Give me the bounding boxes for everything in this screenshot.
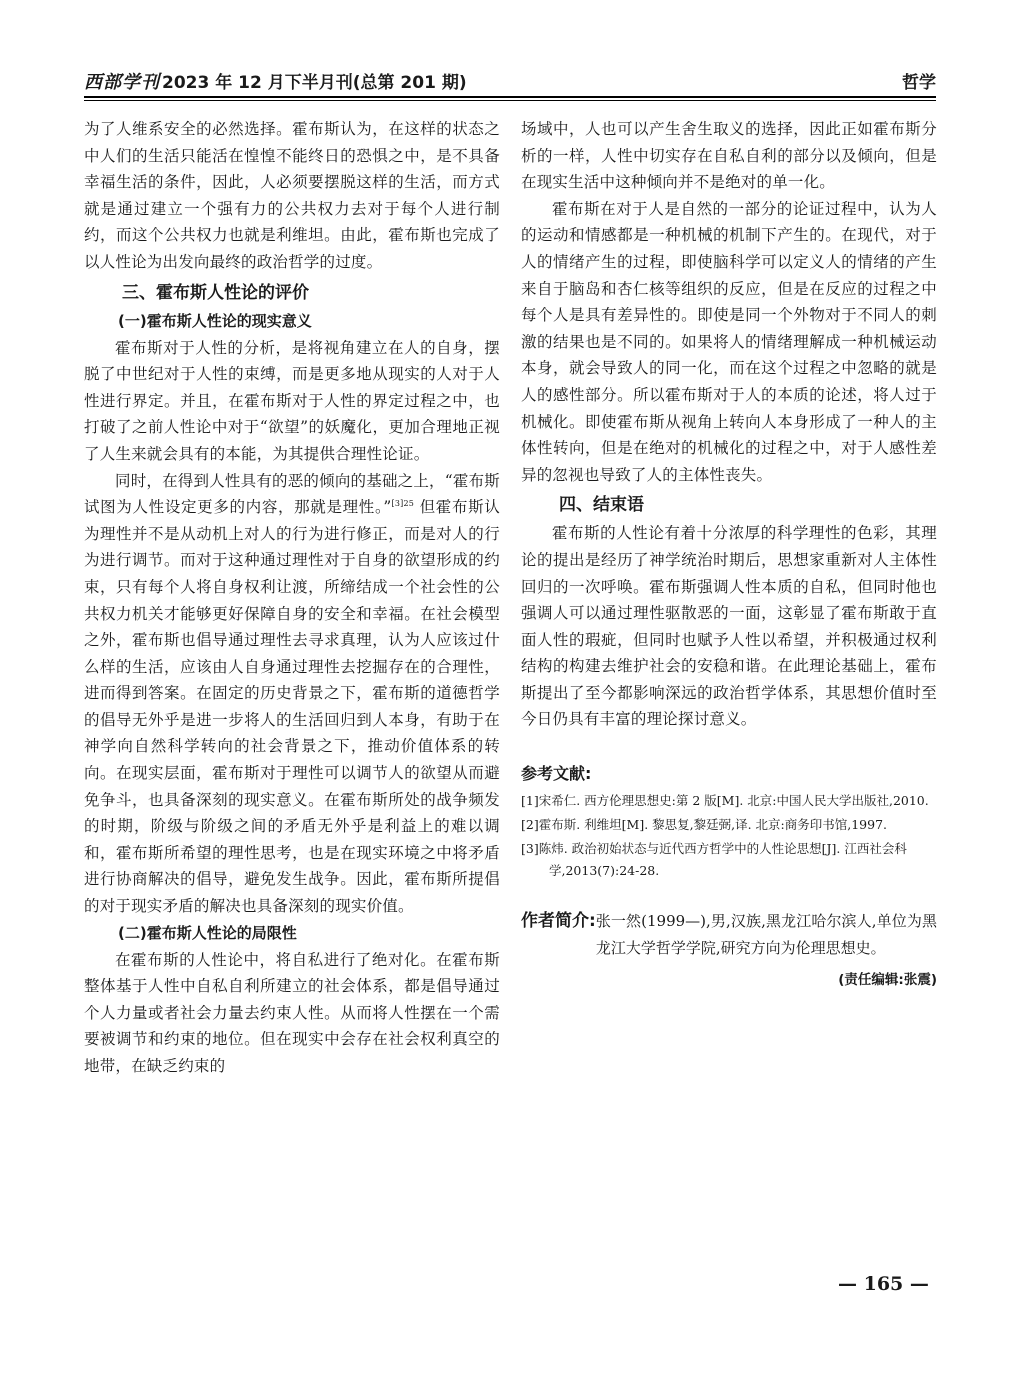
citation-marker: [3]25: [391, 498, 415, 508]
paragraph-text: 同时，在得到人性具有的恶的倾向的基础之上，“霍布斯试图为人性设定更多的内容，那就是理性。”: [84, 471, 500, 517]
paragraph: 霍布斯对于人性的分析，是将视角建立在人的自身，摆脱了中世纪对于人性的束缚，而是更多地从现实的人对于人性进行界定。并且，在霍布斯对于人性的界定过程之中，也打破了之前人性论中对于“欲望”的妖魔化，更加合理地正视了人生来就会具有的本能，为其提供合理性论证。: [84, 338, 500, 463]
subsection-heading: (一)霍布斯人性论的现实意义: [118, 311, 312, 330]
section-tag: 哲学: [902, 73, 936, 93]
section-heading: 三、霍布斯人性论的评价: [122, 282, 309, 303]
section-heading: 四、结束语: [559, 495, 644, 516]
paragraph-with-citation: [84, 468, 500, 920]
author-label: 作者简介:: [521, 911, 596, 932]
journal-logo: 西部学刊: [84, 72, 160, 93]
reference-item: [1]宋希仁. 西方伦理思想史:第 2 版[M]. 北京:中国人民大学出版社,2010.: [521, 793, 929, 809]
right-column: [521, 116, 937, 988]
paragraph: 在霍布斯的人性论中，将自私进行了绝对化。在霍布斯整体基于人性中自私自利所建立的社会体系，都是倡导通过个人力量或者社会力量去约束人性。从而将人性摆在一个需要被调节和约束的地位。但在现实中会存在社会权利真空的地带，在缺乏约束的: [84, 950, 500, 1075]
page-number: — 165 —: [838, 1273, 929, 1295]
author-bio: [521, 908, 937, 962]
reference-item: [3]陈炜. 政治初始状态与近代西方哲学中的人性论思想[J]. 江西社会科学,2013(7):24-28.: [521, 841, 907, 879]
author-text: 张一然(1999—),男,汉族,黑龙江哈尔滨人,单位为黑龙江大学哲学学院,研究方向为伦理思想史。: [595, 912, 937, 958]
editor-credit: (责任编辑:张震): [838, 972, 937, 989]
reference-item: [2]霍布斯. 利维坦[M]. 黎思复,黎廷弼,译. 北京:商务印书馆,1997.: [521, 817, 888, 833]
paragraph: 霍布斯的人性论有着十分浓厚的科学理性的色彩，其理论的提出是经历了神学统治时期后，思想家重新对人主体性回归的一次呼唤。霍布斯强调人性本质的自私，但同时他也强调人可以通过理性驱散恶的一面，这彰显了霍布斯敢于直面人性的瑕疵，但同时也赋予人性以希望，并积极通过权利结构的构建去维护社会的安稳和谐。在此理论基础上，霍布斯提出了至今都影响深远的政治哲学体系，其思想价值时至今日仍具有丰富的理论探讨意义。: [521, 524, 937, 729]
paragraph-text: 但霍布斯认为理性并不是从动机上对人的行为进行修正，而是对人的行为进行调节。而对于这种通过理性对于自身的欲望形成的约束，只有每个人将自身权利让渡，所缔结成一个社会性的公共权力机关才能够更好保障自身的安全和幸福。在社会模型之外，霍布斯也倡导通过理性去寻求真理，认为人应该过什么样的生活，应该由人自身通过理性去挖掘存在的合理性，进而得到答案。在固定的历史背景之下，霍布斯的道德哲学的倡导无外乎是进一步将人的生活回归到人本身，有助于在神学向自然科学转向的社会背景之下，推动价值体系的转向。在现实层面，霍布斯对于理性可以调节人的欲望从而避免争斗，也具备深刻的现实意义。在霍布斯所处的战争频发的时期，阶级与阶级之间的矛盾无外乎是利益上的难以调和，霍布斯所希望的理性思考，也是在现实环境之中将矛盾进行协商解决的倡导，避免发生战争。因此，霍布斯所提倡的对于现实矛盾的解决也具备深刻的现实价值。: [84, 498, 500, 916]
left-column: [84, 116, 500, 1080]
subsection-heading: (二)霍布斯人性论的局限性: [118, 923, 297, 942]
references-title: 参考文献:: [521, 764, 592, 784]
header-rule-thin: [84, 100, 936, 101]
issue-info: 2023 年 12 月下半月刊(总第 201 期): [162, 73, 467, 93]
paragraph: 霍布斯在对于人是自然的一部分的论证过程中，认为人的运动和情感都是一种机械的机制下产生的。在现代，对于人的情绪产生的过程，即使脑科学可以定义人的情绪的产生来自于脑岛和杏仁核等组织的反应，但是在反应的过程之中每个人是具有差异性的。即使是同一个外物对于不同人的刺激的结果也是不同的。如果将人的情绪理解成一种机械运动本身，就会导致人的同一化，而在这个过程之中忽略的就是人的感性部分。所以霍布斯对于人的本质的论述，将人过于机械化。即使霍布斯从视角上转向人本身形成了一种人的主体性转向，但是在绝对的机械化的过程之中，对于人感性差异的忽视也导致了人的主体性丧失。: [521, 199, 937, 484]
paragraph: 为了人维系安全的必然选择。霍布斯认为，在这样的状态之中人们的生活只能活在惶惶不能终日的恐惧之中，是不具备幸福生活的条件，因此，人必须要摆脱这样的生活，而方式就是通过建立一个强有力的公共权力去对于每个人进行制约，而这个公共权力也就是利维坦。由此，霍布斯也完成了以人性论为出发向最终的政治哲学的过度。: [84, 120, 500, 271]
page-header: [84, 66, 936, 96]
paragraph: 场域中，人也可以产生舍生取义的选择，因此正如霍布斯分析的一样，人性中切实存在自私自利的部分以及倾向，但是在现实生活中这种倾向并不是绝对的单一化。: [521, 120, 937, 192]
header-rule-thick: [84, 96, 936, 98]
